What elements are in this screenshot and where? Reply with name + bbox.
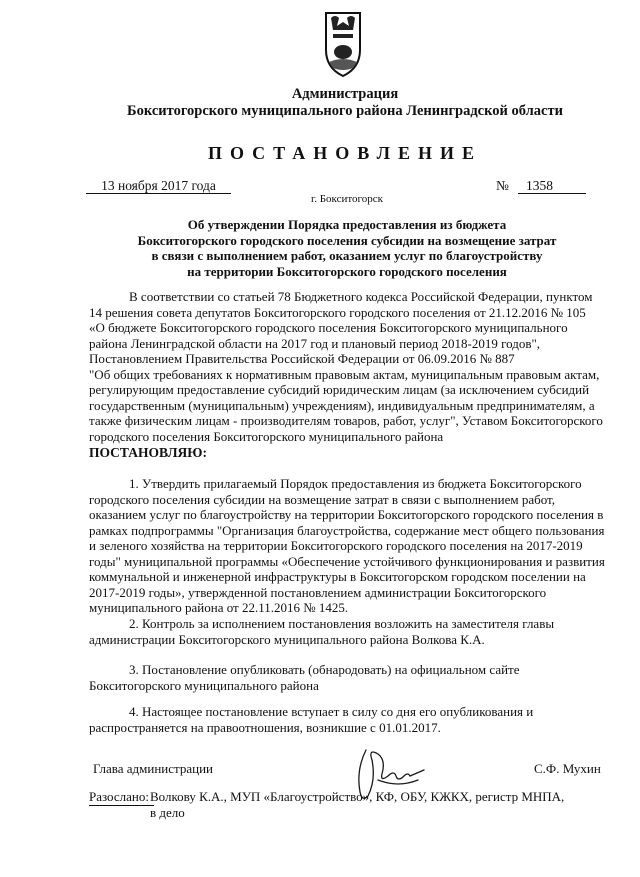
- org-name-line-2: Бокситогорского муниципального района Ленинградской области: [127, 103, 563, 119]
- item-3-paragraph: [89, 662, 604, 693]
- document-type: ПОСТАНОВЛЕНИЕ: [207, 143, 483, 163]
- distribution-list: [150, 789, 605, 820]
- text-line: 2. Контроль за исполнением постановления возложить на заместителя главы: [129, 616, 555, 631]
- text-line: муниципального района от 22.11.2016 № 1425.: [89, 600, 349, 615]
- decree-label: ПОСТАНОВЛЯЮ:: [89, 445, 207, 460]
- text-line: 1. Утвердить прилагаемый Порядок предоставления из бюджета Бокситогорского: [129, 476, 582, 491]
- text-line: оказанием услуг по благоустройству на территории Бокситогорского городского поселения в: [89, 507, 604, 522]
- title-line: на территории Бокситогорского городского поселения: [187, 263, 507, 279]
- item-1-paragraph: [89, 476, 604, 616]
- text-line: и зеленого хозяйства на территории Бокситогорского городского поселения на 2017-2019: [89, 538, 583, 553]
- text-line: городского поселения Бокситогорского муниципального района: [89, 428, 444, 444]
- item-4-paragraph: [89, 704, 604, 735]
- document-title: [120, 217, 574, 279]
- text-line: годы" муниципальной программы «Обеспечение устойчивого функционирования и развития: [89, 553, 605, 569]
- text-line: В соответствии со статьей 78 Бюджетного кодекса Российской Федерации, пунктом: [129, 289, 593, 304]
- text-line: также физическим лицам - производителям товаров, работ, услуг", Уставом Бокситогорского: [89, 413, 603, 428]
- text-line: 2017-2019 годы», утвержденной постановлением администрации Бокситогорского: [89, 584, 547, 600]
- item-2-paragraph: [89, 616, 604, 647]
- text-line: «О бюджете Бокситогорского городского поселения Бокситогорского муниципального: [89, 320, 568, 335]
- text-line: в дело: [150, 804, 185, 820]
- document-date: 13 ноября 2017 года: [86, 178, 231, 194]
- text-line: 14 решения совета депутатов Бокситогорского городского поселения от 21.12.2016 № 105: [89, 304, 586, 320]
- signer-name: С.Ф. Мухин: [534, 761, 601, 776]
- text-line: 4. Настоящее постановление вступает в силу со дня его опубликования и: [129, 704, 534, 719]
- title-line: Бокситогорского городского поселения субсидии на возмещение затрат: [137, 232, 557, 248]
- text-line: городского поселения субсидии на возмещение затрат в связи с выполнением работ,: [89, 491, 555, 507]
- coat-of-arms-icon: [323, 10, 363, 80]
- text-line: "Об общих требованиях к нормативным правовым актам, муниципальным правовым актам,: [89, 366, 600, 382]
- title-line: Об утверждении Порядка предоставления из бюджета: [187, 217, 507, 232]
- text-line: администрации Бокситогорского муниципального района Волкова К.А.: [89, 631, 485, 647]
- org-name-line-1: Администрация: [291, 86, 399, 102]
- document-city: г. Бокситогорск: [310, 193, 384, 205]
- title-line: в связи с выполнением работ, оказанием услуг по благоустройству: [151, 248, 543, 263]
- text-line: района Ленинградской области на 2017 год и плановый период 2018-2019 годов",: [89, 335, 541, 351]
- distribution-underline: [89, 805, 154, 806]
- text-line: распространяется на правоотношения, возникшие с 01.01.2017.: [89, 719, 441, 735]
- text-line: рамках подпрограммы "Организация благоустройства, содержание мест общего пользования: [89, 522, 605, 538]
- signer-role: Глава администрации: [93, 761, 214, 776]
- document-number: 1358: [518, 178, 586, 194]
- text-line: государственным (муниципальным) учреждениям), индивидуальным предпринимателям, а: [89, 397, 595, 413]
- text-line: регулирующим предоставление субсидий юридическим лицам (за исключением субсидий: [89, 382, 590, 397]
- document-number-label: №: [496, 178, 509, 193]
- text-line: 3. Постановление опубликовать (обнародовать) на официальном сайте: [129, 662, 520, 677]
- distribution-label: Разослано:: [89, 789, 149, 804]
- text-line: Постановлением Правительства Российской Федерации от 06.09.2016 № 887: [89, 351, 515, 366]
- text-line: Бокситогорского муниципального района: [89, 677, 319, 693]
- intro-paragraph: [89, 289, 604, 444]
- text-line: коммунальной и инженерной инфраструктуры в Бокситогорском городском поселении на: [89, 569, 586, 584]
- text-line: Волкову К.А., МУП «Благоустройство», КФ, ОБУ, КЖКХ, регистр МНПА,: [150, 789, 565, 804]
